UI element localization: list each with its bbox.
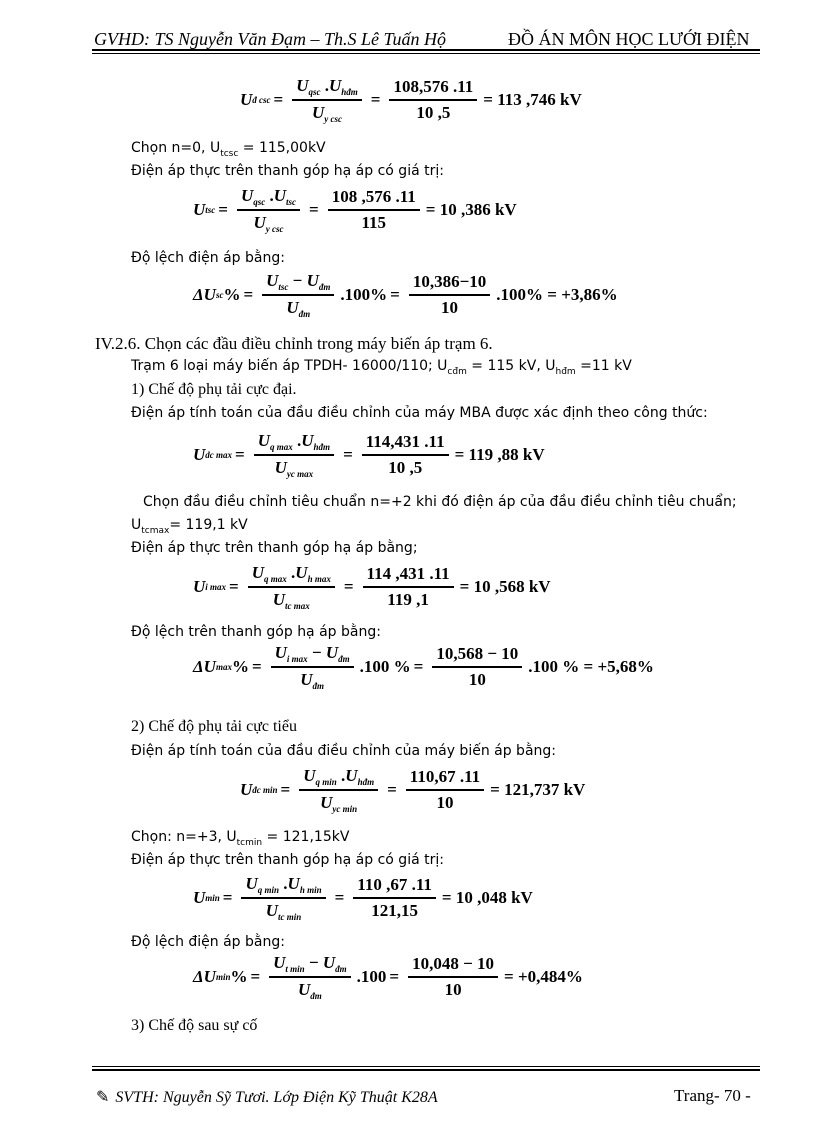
pen-icon: ✎ [96, 1089, 110, 1106]
text-line-4: Trạm 6 loại máy biến áp TPDH- 16000/110; $U_{cđm} = 115$ kV, $U_{hđm} =11$ kV [131, 358, 632, 377]
text-line-10: Điện áp tính toán của đầu điều chỉnh của máy biến áp bằng: [131, 743, 557, 759]
header-right: ĐỒ ÁN MÔN HỌC LƯỚI ĐIỆN [508, 29, 750, 49]
equation-8: U min = $\frac{U_{q min} .U_{h min}}{U_{tc min}}$ = $\frac{110 ,67 .11}{121,15}$ = 10 ,048 kV [193, 874, 533, 922]
footer-rule-thick [92, 1069, 760, 1071]
text-line-11: Chọn: n=+3, $U_{tcmin} = 121,15kV$ [131, 829, 350, 848]
text-line-1: Chọn n=0, $U_{tcsc} = 115,00kV$ [131, 140, 326, 159]
text-line-8: Điện áp thực trên thanh góp hạ áp bằng; [131, 540, 418, 556]
section-title-iv-2-6: IV.2.6. Chọn các đầu điều chỉnh trong máy biến áp trạm 6. [95, 334, 493, 353]
equation-6: ΔU max % = $\frac{U_{i max} - U_{đm}}{U_{đm}}$ .100 % = $\frac{10,568 - 10}{10}$ .100 % = +5,68% [193, 643, 654, 691]
equation-7: U đc min = $\frac{U_{q min} .U_{hđm}}{U_{yc min}}$ = $\frac{110,67 .11}{10}$ = 121,737 kV [240, 766, 586, 814]
text-line-12: Điện áp thực trên thanh góp hạ áp có giá trị: [131, 852, 444, 868]
text-line-9: Độ lệch trên thanh góp hạ áp bằng: [131, 624, 381, 640]
equation-5: U i max = $\frac{U_{q max} .U_{h max}}{U_{tc max}}$ = $\frac{114 ,431 .11}{119 ,1}$ = 10 ,568 kV [193, 563, 551, 611]
equation-9: ΔU min % = $\frac{U_{t min} - U_{đm}}{U_{đm}}$ .100 = $\frac{10,048 - 10}{10}$ = +0,484% [193, 953, 583, 1001]
subheading-3: 3) Chế độ sau sự cố [131, 1017, 258, 1034]
text-line-6: Chọn đầu điều chỉnh tiêu chuẩn n=+2 khi đó điện áp của đầu điều chỉnh tiêu chuẩn; [143, 494, 737, 510]
header-rule-thick [92, 49, 760, 51]
subheading-2: 2) Chế độ phụ tải cực tiểu [131, 718, 297, 735]
footer-rule-thin [92, 1066, 760, 1067]
text-line-3: Độ lệch điện áp bằng: [131, 250, 285, 266]
text-line-13: Độ lệch điện áp bằng: [131, 934, 285, 950]
footer-left: ✎ SVTH: Nguyễn Sỹ Tươi. Lớp Điện Kỹ Thuật K28A [96, 1089, 438, 1106]
header-rule-thin [92, 53, 760, 54]
text-line-5: Điện áp tính toán của đầu điều chỉnh của máy MBA được xác định theo công thức: [131, 405, 708, 421]
text-line-2: Điện áp thực trên thanh góp hạ áp có giá trị: [131, 163, 444, 179]
header-left: GVHD: TS Nguyễn Văn Đạm – Th.S Lê Tuấn Hộ [94, 29, 447, 49]
page-number: Trang- 70 - [674, 1086, 751, 1105]
equation-2: U tsc = $\frac{U_{qsc} .U_{tsc}}{U_{y csc}}$ = $\frac{108 ,576 .11}{115}$ = 10 ,386 kV [193, 186, 517, 234]
equation-1: U đ csc = $\frac{U_{qsc} .U_{hđm}}{U_{y csc}}$ = $\frac{108,576 .11}{10 ,5}$ = 113 ,746 kV [240, 76, 582, 124]
subheading-1: 1) Chế độ phụ tải cực đại. [131, 381, 297, 398]
text-line-7: $U_{tcmax}= 119,1$ kV [131, 517, 248, 536]
equation-4: U dc max = $\frac{U_{q max} .U_{hđm}}{U_{yc max}}$ = $\frac{114,431 .11}{10 ,5}$ = 119 ,88 kV [193, 431, 545, 479]
equation-3: ΔU sc % = $\frac{U_{tsc} - U_{đm}}{U_{đm}}$ .100% = $\frac{10,386-10}{10}$ .100% = +3,86% [193, 271, 618, 319]
